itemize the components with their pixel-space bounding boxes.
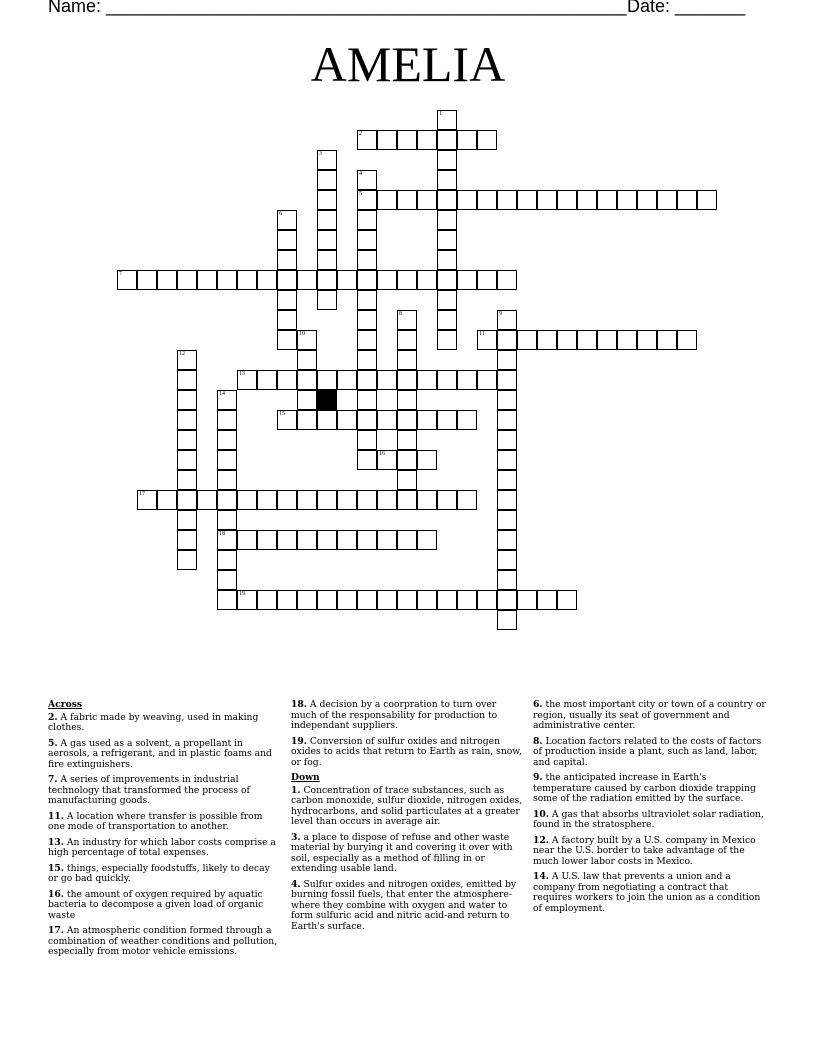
grid-cell[interactable] bbox=[277, 210, 297, 230]
grid-cell[interactable] bbox=[377, 450, 397, 470]
grid-cell[interactable] bbox=[497, 370, 517, 390]
grid-cell[interactable] bbox=[397, 470, 417, 490]
grid-cell[interactable] bbox=[177, 530, 197, 550]
grid-cell[interactable] bbox=[257, 530, 277, 550]
grid-cell[interactable] bbox=[377, 590, 397, 610]
clue-across-2: 2. A fabric made by weaving, used in making clothes. bbox=[48, 711, 259, 733]
clue-across-17: 17. An atmospheric condition formed through a combination of weather conditions and pollution, especially from motor vehicle emissions. bbox=[48, 925, 278, 957]
grid-cell[interactable] bbox=[517, 190, 537, 210]
clues-column-1 bbox=[48, 700, 281, 963]
grid-cell[interactable] bbox=[357, 250, 377, 270]
grid-cell[interactable] bbox=[377, 370, 397, 390]
grid-cell[interactable] bbox=[137, 270, 157, 290]
clue-number: 17 bbox=[139, 491, 145, 497]
grid-cell[interactable] bbox=[397, 370, 417, 390]
grid-cell[interactable] bbox=[217, 450, 237, 470]
grid-cell[interactable] bbox=[657, 190, 677, 210]
grid-cell[interactable] bbox=[397, 130, 417, 150]
grid-cell[interactable] bbox=[537, 190, 557, 210]
grid-cell[interactable] bbox=[177, 390, 197, 410]
grid-cell[interactable] bbox=[337, 530, 357, 550]
grid-cell[interactable] bbox=[277, 530, 297, 550]
clue-down-12: 12. A factory built by a U.S. company in Mexico near the U.S. border to take advantage of the much lower labor costs in Mexico. bbox=[533, 834, 756, 867]
grid-cell[interactable] bbox=[197, 270, 217, 290]
clue-number: 14 bbox=[219, 391, 225, 397]
grid-cell[interactable] bbox=[217, 510, 237, 530]
grid-cell[interactable] bbox=[397, 490, 417, 510]
grid-cell[interactable] bbox=[357, 230, 377, 250]
grid-cell[interactable] bbox=[437, 210, 457, 230]
clue-down-6: 6. the most important city or town of a country or region, usually its seat of government and administrative center. bbox=[533, 699, 766, 731]
grid-cell[interactable] bbox=[437, 410, 457, 430]
grid-cell[interactable] bbox=[457, 590, 477, 610]
grid-cell[interactable] bbox=[217, 390, 237, 410]
grid-cell[interactable] bbox=[437, 110, 457, 130]
grid-cell[interactable] bbox=[317, 590, 337, 610]
clue-number: 4 bbox=[359, 171, 362, 177]
grid-cell[interactable] bbox=[537, 330, 557, 350]
clue-number: 3 bbox=[319, 151, 322, 157]
clue-number: 2 bbox=[359, 131, 362, 137]
grid-cell[interactable] bbox=[297, 590, 317, 610]
clues-column-2 bbox=[291, 700, 524, 937]
grid-cell[interactable] bbox=[437, 290, 457, 310]
grid-cell[interactable] bbox=[297, 410, 317, 430]
grid-cell[interactable] bbox=[357, 170, 377, 190]
clue-down-10: 10. A gas that absorbs ultraviolet solar radiation, found in the stratosphere. bbox=[533, 808, 764, 830]
grid-cell[interactable] bbox=[177, 270, 197, 290]
grid-cell[interactable] bbox=[317, 410, 337, 430]
grid-cell[interactable] bbox=[437, 370, 457, 390]
grid-cell[interactable] bbox=[217, 430, 237, 450]
grid-cell[interactable] bbox=[317, 490, 337, 510]
grid-cell[interactable] bbox=[497, 450, 517, 470]
grid-cell[interactable] bbox=[437, 150, 457, 170]
grid-cell[interactable] bbox=[357, 430, 377, 450]
grid-cell[interactable] bbox=[497, 350, 517, 370]
grid-cell[interactable] bbox=[217, 590, 237, 610]
grid-cell[interactable] bbox=[497, 310, 517, 330]
grid-cell[interactable] bbox=[377, 130, 397, 150]
grid-cell[interactable] bbox=[197, 490, 217, 510]
grid-cell[interactable] bbox=[257, 270, 277, 290]
grid-cell[interactable] bbox=[457, 130, 477, 150]
grid-cell[interactable] bbox=[277, 250, 297, 270]
grid-cell[interactable] bbox=[177, 350, 197, 370]
grid-cell[interactable] bbox=[237, 590, 257, 610]
grid-cell[interactable] bbox=[257, 590, 277, 610]
date-field-label: Date: _______ bbox=[627, 0, 746, 16]
grid-cell[interactable] bbox=[297, 270, 317, 290]
grid-cell[interactable] bbox=[497, 610, 517, 630]
clue-across-11: 11. A location where transfer is possible from one mode of transportation to another. bbox=[48, 810, 263, 832]
clue-across-19: 19. Conversion of sulfur oxides and nitrogen oxides to acids that return to Earth as rain, snow, or fog. bbox=[291, 735, 522, 768]
grid-cell[interactable] bbox=[357, 290, 377, 310]
clue-number: 6 bbox=[279, 211, 282, 217]
grid-cell[interactable] bbox=[397, 190, 417, 210]
grid-cell[interactable] bbox=[217, 570, 237, 590]
grid-cell[interactable] bbox=[277, 590, 297, 610]
grid-cell[interactable] bbox=[177, 430, 197, 450]
grid-cell[interactable] bbox=[437, 490, 457, 510]
grid-cell[interactable] bbox=[217, 470, 237, 490]
grid-cell[interactable] bbox=[577, 330, 597, 350]
clue-number: 10 bbox=[299, 331, 305, 337]
grid-cell[interactable] bbox=[677, 330, 697, 350]
name-field-label: Name: ____________________________________________________ bbox=[48, 0, 627, 16]
grid-cell[interactable] bbox=[137, 490, 157, 510]
grid-cell[interactable] bbox=[117, 270, 137, 290]
grid-cell[interactable] bbox=[237, 270, 257, 290]
grid-cell[interactable] bbox=[157, 490, 177, 510]
grid-cell[interactable] bbox=[297, 350, 317, 370]
grid-cell[interactable] bbox=[617, 190, 637, 210]
grid-cell[interactable] bbox=[177, 550, 197, 570]
clue-down-8: 8. Location factors related to the costs of factors of production inside a plant, such as land, labor, and capital. bbox=[533, 735, 762, 768]
grid-cell[interactable] bbox=[177, 490, 197, 510]
grid-cell[interactable] bbox=[537, 590, 557, 610]
grid-cell[interactable] bbox=[217, 490, 237, 510]
grid-cell[interactable] bbox=[277, 230, 297, 250]
grid-cell[interactable] bbox=[497, 330, 517, 350]
grid-cell[interactable] bbox=[497, 570, 517, 590]
grid-cell[interactable] bbox=[497, 590, 517, 610]
grid-cell[interactable] bbox=[617, 330, 637, 350]
grid-cell[interactable] bbox=[477, 370, 497, 390]
grid-cell[interactable] bbox=[277, 290, 297, 310]
grid-cell[interactable] bbox=[657, 330, 677, 350]
clue-number: 9 bbox=[499, 311, 502, 317]
grid-cell[interactable] bbox=[217, 530, 237, 550]
grid-cell[interactable] bbox=[257, 370, 277, 390]
grid-cell[interactable] bbox=[437, 190, 457, 210]
grid-cell[interactable] bbox=[477, 270, 497, 290]
grid-cell[interactable] bbox=[277, 270, 297, 290]
grid-cell[interactable] bbox=[417, 130, 437, 150]
grid-cell[interactable] bbox=[637, 190, 657, 210]
grid-cell[interactable] bbox=[377, 270, 397, 290]
grid-cell[interactable] bbox=[477, 190, 497, 210]
grid-cell[interactable] bbox=[497, 390, 517, 410]
grid-cell[interactable] bbox=[357, 530, 377, 550]
grid-cell[interactable] bbox=[457, 490, 477, 510]
grid-cell[interactable] bbox=[357, 210, 377, 230]
grid-cell[interactable] bbox=[297, 490, 317, 510]
grid-cell[interactable] bbox=[417, 490, 437, 510]
grid-cell[interactable] bbox=[417, 530, 437, 550]
grid-cell[interactable] bbox=[397, 390, 417, 410]
grid-cell[interactable] bbox=[317, 370, 337, 390]
clue-down-4: 4. Sulfur oxides and nitrogen oxides, emitted by burning fossil fuels, that enter the atmosphere-where they combine with oxygen and water to form sulfuric acid and nitric acid-and return to Earth's surface. bbox=[291, 878, 517, 932]
clue-across-13: 13. An industry for which labor costs comprise a high percentage of total expenses. bbox=[48, 836, 276, 858]
clue-down-1: 1. Concentration of trace substances, such as carbon monoxide, sulfur dioxide, nitrogen oxides, hydrocarbons, and solid particulates at a greater level than occurs in average air. bbox=[291, 784, 523, 827]
grid-cell[interactable] bbox=[217, 270, 237, 290]
grid-cell[interactable] bbox=[357, 270, 377, 290]
grid-cell[interactable] bbox=[297, 530, 317, 550]
clue-down-3: 3. a place to dispose of refuse and other waste material by burying it and covering it over with soil, especially as a method of filling in or extending usable land. bbox=[291, 831, 513, 874]
grid-cell[interactable] bbox=[497, 530, 517, 550]
across-heading: Across bbox=[48, 699, 83, 710]
grid-cell[interactable] bbox=[177, 450, 197, 470]
grid-cell[interactable] bbox=[337, 270, 357, 290]
grid-cell[interactable] bbox=[277, 490, 297, 510]
grid-cell[interactable] bbox=[477, 130, 497, 150]
clue-number: 19 bbox=[239, 591, 245, 597]
clues-column-3 bbox=[533, 700, 766, 919]
grid-cell[interactable] bbox=[217, 550, 237, 570]
grid-cell[interactable] bbox=[397, 350, 417, 370]
grid-cell[interactable] bbox=[317, 290, 337, 310]
grid-cell[interactable] bbox=[357, 370, 377, 390]
down-heading: Down bbox=[291, 772, 320, 783]
grid-cell[interactable] bbox=[357, 450, 377, 470]
clue-across-5: 5. A gas used as a solvent, a propellant in aerosols, a refrigerant, and in plastic foams and fire extinguishers. bbox=[48, 737, 272, 770]
black-cell bbox=[317, 390, 337, 410]
grid-cell[interactable] bbox=[557, 190, 577, 210]
clue-number: 8 bbox=[399, 311, 402, 317]
clue-number: 7 bbox=[119, 271, 122, 277]
puzzle-title: AMELIA bbox=[310, 36, 506, 92]
grid-cell[interactable] bbox=[337, 590, 357, 610]
grid-cell[interactable] bbox=[497, 470, 517, 490]
grid-cell[interactable] bbox=[217, 410, 237, 430]
grid-cell[interactable] bbox=[417, 450, 437, 470]
grid-cell[interactable] bbox=[357, 590, 377, 610]
grid-cell[interactable] bbox=[497, 190, 517, 210]
grid-cell[interactable] bbox=[497, 430, 517, 450]
grid-cell[interactable] bbox=[397, 530, 417, 550]
clue-number: 18 bbox=[219, 531, 225, 537]
grid-cell[interactable] bbox=[397, 450, 417, 470]
grid-cell[interactable] bbox=[497, 490, 517, 510]
grid-cell[interactable] bbox=[577, 190, 597, 210]
grid-cell[interactable] bbox=[297, 330, 317, 350]
clue-number: 5 bbox=[359, 191, 362, 197]
grid-cell[interactable] bbox=[377, 410, 397, 430]
grid-cell[interactable] bbox=[317, 530, 337, 550]
grid-cell[interactable] bbox=[317, 170, 337, 190]
grid-cell[interactable] bbox=[317, 270, 337, 290]
grid-cell[interactable] bbox=[437, 330, 457, 350]
clue-across-16: 16. the amount of oxygen required by aquatic bacteria to decompose a given load of organic waste bbox=[48, 888, 264, 921]
grid-cell[interactable] bbox=[317, 230, 337, 250]
grid-cell[interactable] bbox=[517, 590, 537, 610]
grid-cell[interactable] bbox=[377, 490, 397, 510]
grid-cell[interactable] bbox=[457, 270, 477, 290]
clue-number: 1 bbox=[439, 111, 442, 117]
grid-cell[interactable] bbox=[177, 510, 197, 530]
grid-cell[interactable] bbox=[357, 330, 377, 350]
grid-cell[interactable] bbox=[277, 410, 297, 430]
grid-cell[interactable] bbox=[477, 590, 497, 610]
grid-cell[interactable] bbox=[497, 510, 517, 530]
grid-cell[interactable] bbox=[497, 550, 517, 570]
grid-cell[interactable] bbox=[177, 470, 197, 490]
grid-cell[interactable] bbox=[357, 350, 377, 370]
grid-cell[interactable] bbox=[337, 410, 357, 430]
grid-cell[interactable] bbox=[397, 410, 417, 430]
grid-cell[interactable] bbox=[437, 130, 457, 150]
grid-cell[interactable] bbox=[437, 590, 457, 610]
grid-cell[interactable] bbox=[677, 190, 697, 210]
grid-cell[interactable] bbox=[597, 190, 617, 210]
grid-cell[interactable] bbox=[397, 590, 417, 610]
grid-cell[interactable] bbox=[517, 330, 537, 350]
grid-cell[interactable] bbox=[417, 410, 437, 430]
grid-cell[interactable] bbox=[457, 190, 477, 210]
grid-cell[interactable] bbox=[397, 430, 417, 450]
grid-cell[interactable] bbox=[317, 250, 337, 270]
clue-across-15: 15. things, especially foodstuffs, likely to decay or go bad quickly. bbox=[48, 862, 270, 884]
clue-down-14: 14. A U.S. law that prevents a union and a company from negotiating a contract that requires workers to join the union as a condition of employment. bbox=[533, 871, 761, 914]
grid-cell[interactable] bbox=[697, 190, 717, 210]
grid-cell[interactable] bbox=[357, 190, 377, 210]
grid-cell[interactable] bbox=[297, 370, 317, 390]
grid-cell[interactable] bbox=[417, 590, 437, 610]
grid-cell[interactable] bbox=[297, 390, 317, 410]
grid-cell[interactable] bbox=[177, 410, 197, 430]
grid-cell[interactable] bbox=[277, 330, 297, 350]
grid-cell[interactable] bbox=[237, 490, 257, 510]
grid-cell[interactable] bbox=[357, 490, 377, 510]
grid-cell[interactable] bbox=[457, 410, 477, 430]
grid-cell[interactable] bbox=[477, 330, 497, 350]
clue-number: 11 bbox=[479, 331, 485, 337]
grid-cell[interactable] bbox=[177, 370, 197, 390]
grid-cell[interactable] bbox=[357, 130, 377, 150]
grid-cell[interactable] bbox=[317, 190, 337, 210]
grid-cell[interactable] bbox=[397, 270, 417, 290]
grid-cell[interactable] bbox=[337, 490, 357, 510]
grid-cell[interactable] bbox=[557, 590, 577, 610]
grid-cell[interactable] bbox=[417, 270, 437, 290]
grid-cell[interactable] bbox=[157, 270, 177, 290]
grid-cell[interactable] bbox=[417, 370, 437, 390]
grid-cell[interactable] bbox=[357, 410, 377, 430]
clue-number: 15 bbox=[279, 411, 285, 417]
grid-cell[interactable] bbox=[277, 310, 297, 330]
grid-cell[interactable] bbox=[437, 170, 457, 190]
grid-cell[interactable] bbox=[497, 270, 517, 290]
grid-cell[interactable] bbox=[437, 310, 457, 330]
grid-cell[interactable] bbox=[557, 330, 577, 350]
grid-cell[interactable] bbox=[277, 370, 297, 390]
grid-cell[interactable] bbox=[397, 330, 417, 350]
grid-cell[interactable] bbox=[237, 530, 257, 550]
grid-cell[interactable] bbox=[497, 410, 517, 430]
clue-number: 13 bbox=[239, 371, 245, 377]
grid-cell[interactable] bbox=[317, 210, 337, 230]
grid-cell[interactable] bbox=[417, 190, 437, 210]
clue-number: 16 bbox=[379, 451, 385, 457]
grid-cell[interactable] bbox=[637, 330, 657, 350]
grid-cell[interactable] bbox=[377, 190, 397, 210]
grid-cell[interactable] bbox=[597, 330, 617, 350]
grid-cell[interactable] bbox=[377, 530, 397, 550]
grid-cell[interactable] bbox=[357, 310, 377, 330]
clue-across-7: 7. A series of improvements in industrial technology that transformed the process of manufacturing goods. bbox=[48, 774, 250, 806]
grid-cell[interactable] bbox=[357, 390, 377, 410]
grid-cell[interactable] bbox=[397, 310, 417, 330]
grid-cell[interactable] bbox=[317, 150, 337, 170]
clue-number: 12 bbox=[179, 351, 185, 357]
grid-cell[interactable] bbox=[457, 370, 477, 390]
clue-across-18: 18. A decision by a coorpration to turn over much of the responsability for production to independant suppliers. bbox=[291, 699, 498, 731]
grid-cell[interactable] bbox=[237, 370, 257, 390]
grid-cell[interactable] bbox=[337, 370, 357, 390]
grid-cell[interactable] bbox=[257, 490, 277, 510]
grid-cell[interactable] bbox=[437, 250, 457, 270]
grid-cell[interactable] bbox=[437, 270, 457, 290]
clue-down-9: 9. the anticipated increase in Earth's temperature caused by carbon dioxide trapping some of the radiation emitted by the surface. bbox=[533, 772, 756, 804]
grid-cell[interactable] bbox=[437, 230, 457, 250]
